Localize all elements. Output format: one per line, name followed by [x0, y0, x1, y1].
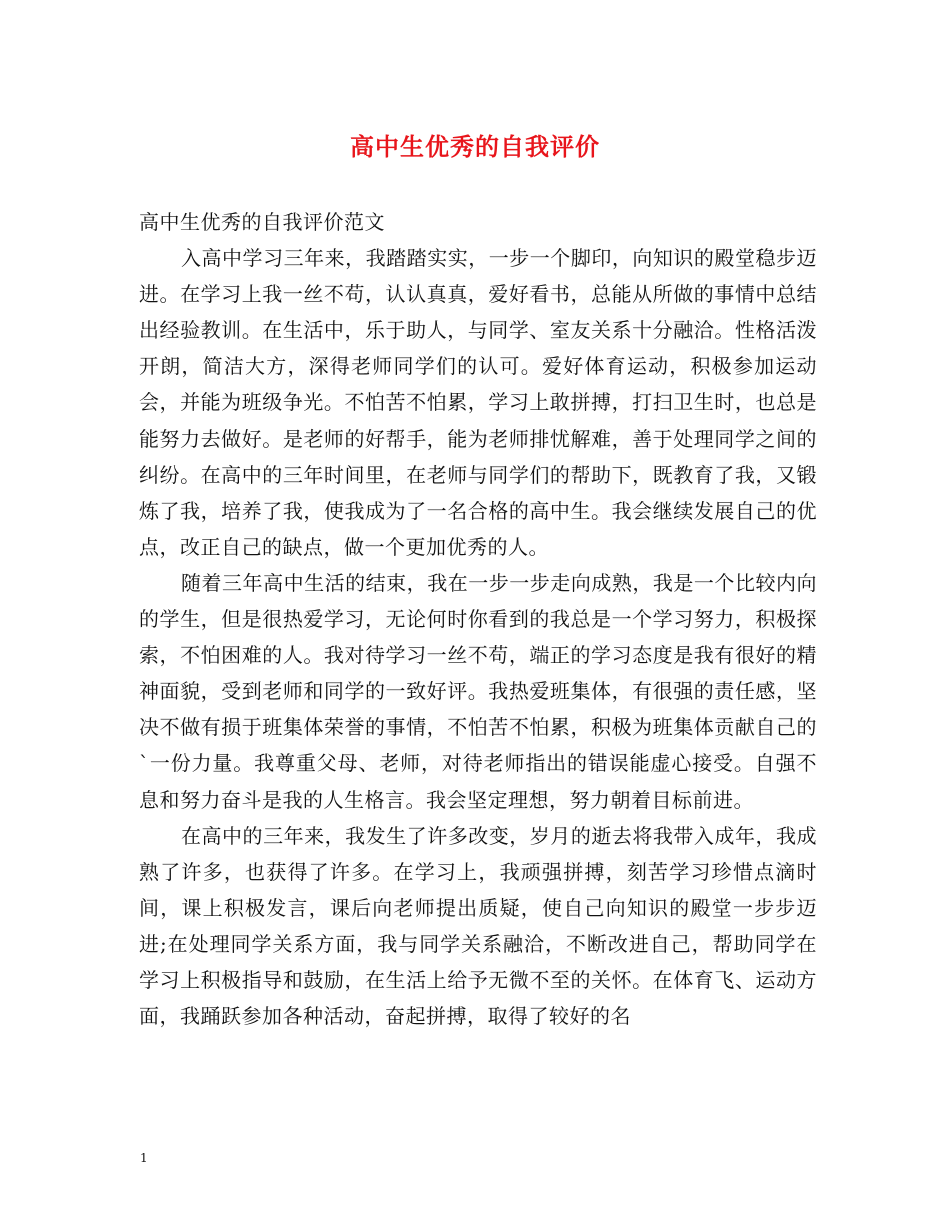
paragraph-1: 入高中学习三年来，我踏踏实实，一步一个脚印，向知识的殿堂稳步迈进。在学习上我一丝不苟，认认真真，爱好看书，总能从所做的事情中总结出经验教训。在生活中，乐于助人，与同学、室友关系十分融洽。性格活泼开朗，简洁大方，深得老师同学们的认可。爱好体育运动，积极参加运动会，并能为班级争光。不怕苦不怕累，学习上敢拼搏，打扫卫生时，也总是能努力去做好。是老师的好帮手，能为老师排忧解难，善于处理同学之间的纠纷。在高中的三年时间里，在老师与同学们的帮助下，既教育了我，又锻炼了我，培养了我，使我成为了一名合格的高中生。我会继续发展自己的优点，改正自己的缺点，做一个更加优秀的人。	[139, 246, 817, 559]
document-body	[139, 204, 817, 1034]
page-number: 1	[140, 1151, 148, 1165]
paragraph-3: 在高中的三年来，我发生了许多改变，岁月的逝去将我带入成年，我成熟了许多，也获得了许多。在学习上，我顽强拼搏，刻苦学习珍惜点滴时间，课上积极发言，课后向老师提出质疑，使自己向知识的殿堂一步步迈进;在处理同学关系方面，我与同学关系融洽，不断改进自己，帮助同学在学习上积极指导和鼓励，在生活上给予无微不至的关怀。在体育飞、运动方面，我踊跃参加各种活动，奋起拼搏，取得了较好的名	[139, 823, 817, 1029]
document-title: 高中生优秀的自我评价	[350, 132, 600, 161]
document-subtitle: 高中生优秀的自我评价范文	[139, 210, 385, 234]
paragraph-2: 随着三年高中生活的结束，我在一步一步走向成熟，我是一个比较内向的学生，但是很热爱学习，无论何时你看到的我总是一个学习努力，积极探索，不怕困难的人。我对待学习一丝不苟，端正的学习态度是我有很好的精神面貌，受到老师和同学的一致好评。我热爱班集体，有很强的责任感，坚决不做有损于班集体荣誉的事情，不怕苦不怕累，积极为班集体贡献自己的`一份力量。我尊重父母、老师，对待老师指出的错误能虚心接受。自强不息和努力奋斗是我的人生格言。我会坚定理想，努力朝着目标前进。	[139, 570, 817, 812]
